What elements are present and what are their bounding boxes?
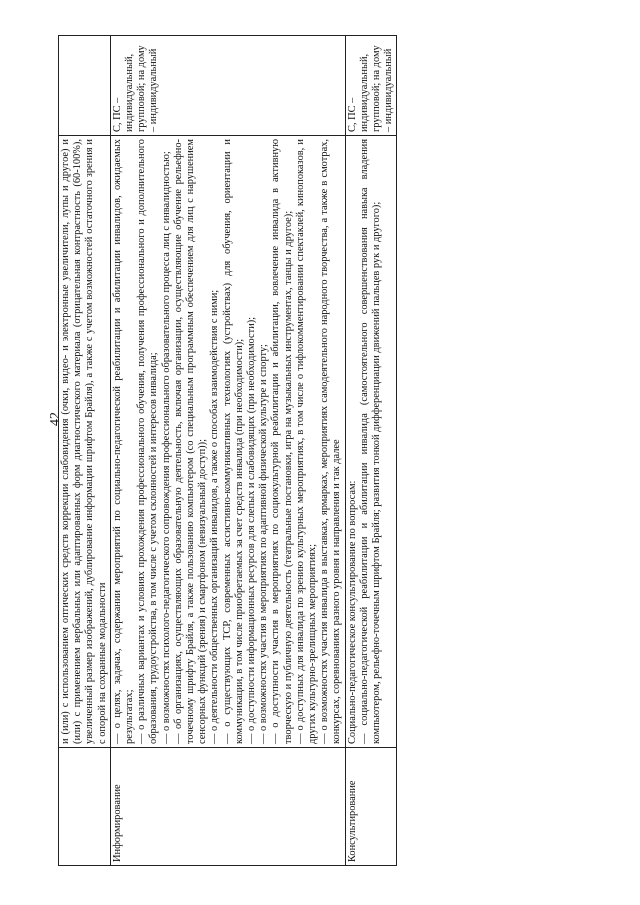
paragraph: — об организациях, осуществляющих образовательную деятельность, включая организации, осуществляющие обучение рельефно-точечному шрифту Брайля, а также пользованию компьютером (со специальным программным обеспечением для лиц с нарушением сенсорных функций (зрения) и смартфоном (невизуальный доступ)); bbox=[172, 139, 209, 744]
row-content bbox=[345, 136, 397, 748]
paragraph: — о существующих ТСР, современных ассистивно-коммуникативных технологиях (устройствах) для обучения, ориентации и коммуникации, в том числе приобретаемых за счет средств инвалида (при необходимости); bbox=[221, 139, 245, 744]
page-number: 42 bbox=[48, 412, 63, 426]
paragraph: — социально-педагогической реабилитации и абилитации инвалида (самостоятельного совершенствования навыка владения компьютером, рельефно-точечным шрифтом Брайля; развития тонкой дифференциации движений пальцев рук и другого); bbox=[358, 139, 383, 744]
row-content bbox=[59, 136, 111, 748]
row-content bbox=[110, 136, 345, 748]
table-row bbox=[59, 36, 111, 866]
paragraph: — о возможностях психолого-педагогического сопровождения профессионального образовательного процесса лиц с инвалидностью; bbox=[160, 151, 172, 744]
table-row bbox=[345, 36, 397, 866]
paragraph: — о доступности информационных ресурсов для слепых и слабовидящих (при необходимости); bbox=[246, 316, 258, 744]
paragraph: — о возможностях участия в мероприятиях по адаптивной физической культуре и спорту; bbox=[258, 344, 270, 744]
paragraph: — о различных вариантах и условиях прохождения профессионального обучения, получения профессионального и дополнительного образования, трудоустройства, в том числе с учетом склонностей и интересов инвалида; bbox=[136, 139, 160, 744]
paragraph: — о возможностях участия инвалида в выставках, ярмарках, мероприятиях самодеятельного народного творчества, а также в смотрах, конкурсах, соревнованиях разного уровня и направления и так далее bbox=[319, 139, 343, 744]
paragraph: — о доступности участия в мероприятиях по социокультурной реабилитации и абилитации, вовлечение инвалида в активную творческую и публичную деятельность (театральные постановки, игра на музыкальных инструментах, танцы и другое); bbox=[270, 139, 294, 744]
row-format: С, ПС – индивидуальный, групповой; на дому – индивидуальный bbox=[110, 36, 345, 136]
paragraph: Социально-педагогическое консультирование по вопросам: bbox=[346, 480, 358, 744]
paragraph: — о доступных для инвалида по зрению культурных мероприятиях, в том числе о тифлокомментировании спектаклей, кинопоказов, и других культурно-зрелищных мероприятиях; bbox=[294, 139, 319, 744]
rotated-page bbox=[58, 36, 538, 866]
row-label: Информирование bbox=[110, 748, 345, 866]
paragraph: — о целях, задачах, содержании мероприятий по социально-педагогической реабилитации и абилитации инвалидов, ожидаемых результатах; bbox=[111, 139, 136, 744]
rehabilitation-table bbox=[58, 35, 397, 866]
row-label: Консультирование bbox=[345, 748, 397, 866]
row-label bbox=[59, 748, 111, 866]
row-format: С, ПС – индивидуальный, групповой; на дому – индивидуальный bbox=[345, 36, 397, 136]
paragraph: и (или) с использованием оптических средств коррекции слабовидения (очки, видео- и электронные увеличители, лупы и другое) и (или) с применением вербальных или адаптированных форм диагностического материала (отрицательная контрастность (60-100%), увеличенный размер изображений, дублирование информации шрифтом Брайля), а также с учетом возможностей остаточного зрения и с опорой на сохранные модальности bbox=[60, 139, 108, 744]
paragraph: — о деятельности общественных организаций инвалидов, а также о способах взаимодействия с ними; bbox=[209, 289, 221, 744]
table-row bbox=[110, 36, 345, 866]
row-format bbox=[59, 36, 111, 136]
